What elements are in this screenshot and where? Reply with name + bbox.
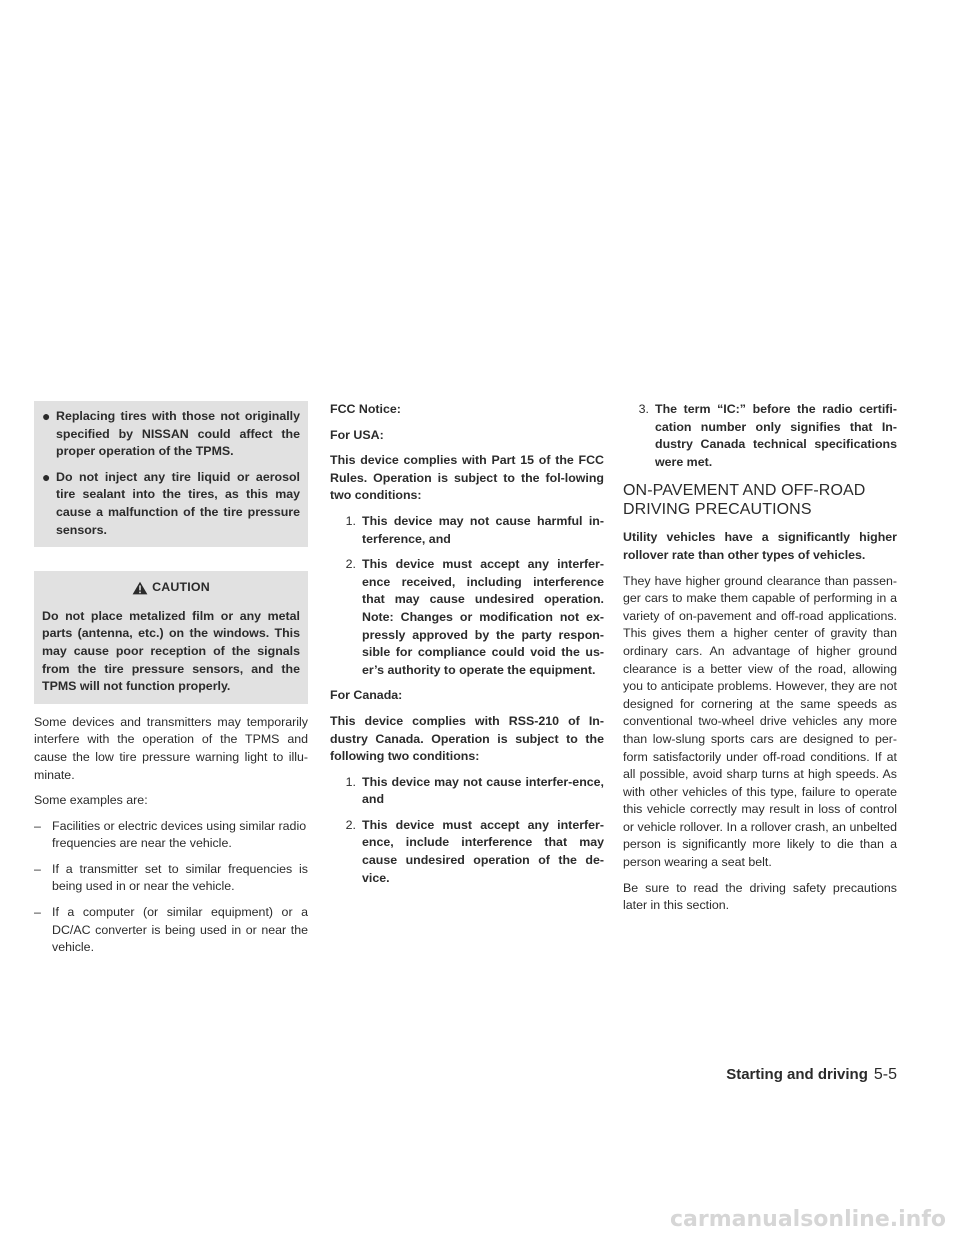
dash-icon: – — [34, 905, 41, 920]
list-number: 1. — [345, 513, 356, 528]
paragraph: This device complies with Part 15 of the FCC Rules. Operation is subject to the fol-lowing two conditions: — [330, 453, 604, 503]
list-item-text: This device must accept any interfer-ence received, including interference that may cause undesired operation. Note: Changes or modification not ex-pressly approved by the party respon-sible for compliance could void the us-er’s authority to operate the equipment. — [362, 557, 604, 677]
list-item-text: This device must accept any interfer-ence, include interference that may cause undesired operation of the de-vice. — [362, 817, 604, 885]
list-item — [34, 904, 308, 957]
list-item — [330, 774, 604, 809]
paragraph: This device complies with RSS-210 of In-dustry Canada. Operation is subject to the following two conditions: — [330, 713, 604, 764]
caution-box — [34, 571, 308, 704]
list-item — [34, 861, 308, 896]
list-item — [42, 408, 300, 461]
tpms-warning-box — [34, 401, 308, 547]
dash-icon: – — [34, 861, 41, 876]
bullet-text: Do not inject any tire liquid or aerosol tire sealant into the tires, as this may cause a malfunction of the tire pressure sensors. — [56, 469, 300, 537]
column-3 — [623, 401, 897, 923]
list-number: 2. — [345, 557, 356, 572]
paragraph: Some devices and transmitters may temporarily interfere with the operation of the TPMS and cause the low tire pressure warning light to illu-minate. — [34, 714, 308, 782]
paragraph: Be sure to read the driving safety precautions later in this section. — [623, 880, 897, 913]
page-footer — [640, 1066, 897, 1084]
section-title-line: ON-PAVEMENT AND OFF-ROAD — [623, 482, 866, 500]
list-item — [330, 513, 604, 548]
watermark: carmanualsonline.info — [670, 1207, 946, 1232]
paragraph: They have higher ground clearance than passen-ger cars to make them capable of performing in a variety of on-pavement and off-road applications. This gives them a higher center of gravity than ordinary cars. An advantage of higher ground clearance is a better view of the road, allowing you to anticipate problems. However, they are not designed for cornering at the same speeds as conventional two-wheel drive vehicles any more than low-slung sports cars are designed to per-form satisfactorily under off-road conditions. If at all possible, avoid sharp turns at high speeds. As with other vehicles of this type, failure to operate this vehicle correctly may result in loss of control or vehicle rollover. In a rollover crash, an unbelted person is significantly more likely to die than a person wearing a seat belt. — [623, 573, 897, 870]
page-number: 5-5 — [873, 1066, 897, 1083]
list-item-text: If a computer (or similar equipment) or a DC/AC converter is being used in or near the vehicle. — [52, 905, 308, 955]
lead-paragraph: Utility vehicles have a significantly higher rollover rate than other types of vehicles. — [623, 530, 897, 562]
column-2 — [330, 401, 604, 895]
list-item — [330, 817, 604, 887]
paragraph: Some examples are: — [34, 793, 148, 808]
list-item — [34, 818, 308, 853]
list-item — [42, 469, 300, 539]
bullet-icon: ● — [42, 408, 51, 424]
list-item-text: This device may not cause interfer-ence, and — [362, 774, 604, 807]
column-1 — [34, 401, 308, 965]
heading-for-canada: For Canada: — [330, 688, 403, 703]
list-number: 3. — [638, 402, 649, 416]
list-number: 2. — [345, 817, 356, 832]
list-item — [330, 556, 604, 679]
list-number: 1. — [345, 774, 356, 789]
bullet-icon: ● — [42, 468, 51, 485]
list-item-text: This device may not cause harmful in-terference, and — [362, 513, 604, 546]
list-item-text: The term “IC:” before the radio certifi-cation number only signifies that In-dustry Canada technical specifications were met. — [655, 402, 897, 469]
heading-for-usa: For USA: — [330, 427, 384, 442]
list-item — [623, 401, 897, 471]
warning-triangle-icon — [132, 581, 148, 595]
caution-header — [42, 579, 300, 597]
bullet-text: Replacing tires with those not originally specified by NISSAN could affect the proper operation of the TPMS. — [56, 409, 300, 459]
footer-section-name: Starting and driving — [726, 1066, 868, 1083]
list-item-text: Facilities or electric devices using similar radio frequencies are near the vehicle. — [52, 818, 307, 851]
dash-icon: – — [34, 818, 41, 833]
list-item-text: If a transmitter set to similar frequencies is being used in or near the vehicle. — [52, 861, 308, 894]
section-title — [623, 481, 897, 519]
caution-text: Do not place metalized film or any metal parts (antenna, etc.) on the windows. This may cause poor reception of the signals from the tire pressure sensors, and the TPMS will not function properly. — [42, 608, 300, 694]
heading-fcc-notice: FCC Notice: — [330, 402, 401, 416]
caution-title: CAUTION — [152, 580, 210, 595]
section-title-line: DRIVING PRECAUTIONS — [623, 501, 812, 519]
